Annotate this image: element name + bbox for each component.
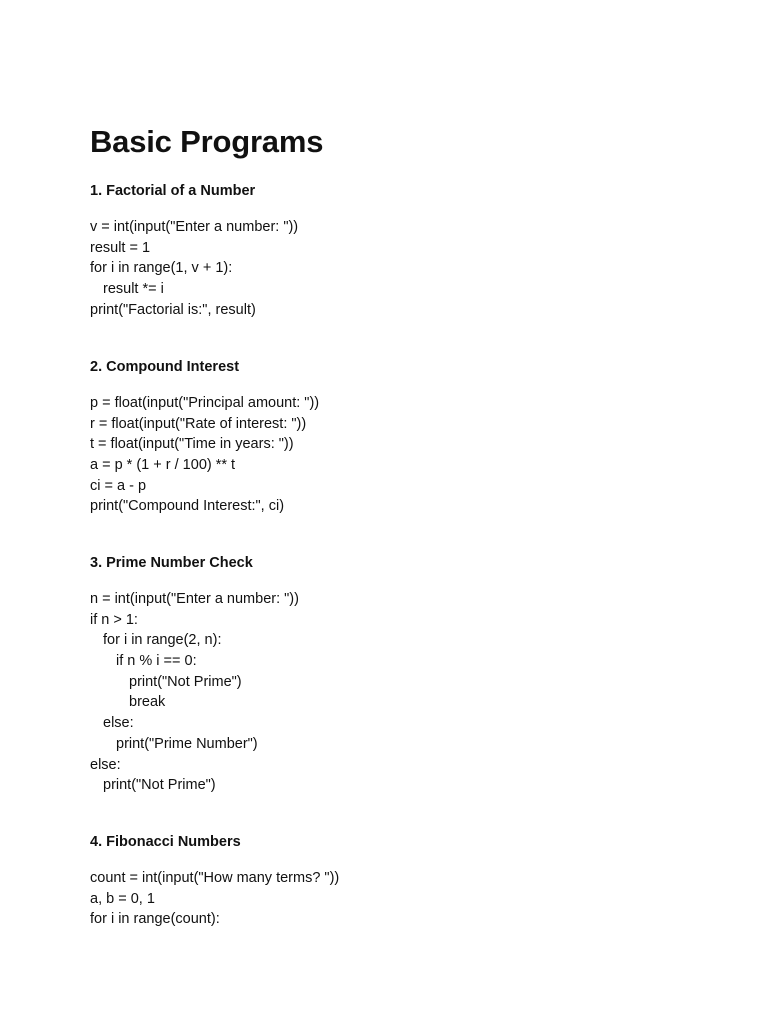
code-line: print("Factorial is:", result) — [90, 301, 256, 318]
code-line: ci = a - p — [90, 477, 147, 494]
code-line: for i in range(2, n): — [103, 632, 222, 649]
code-line: else: — [103, 715, 134, 732]
section-heading-prime-check: 3. Prime Number Check — [90, 555, 253, 571]
section-heading-factorial: 1. Factorial of a Number — [90, 183, 256, 199]
code-line: for i in range(1, v + 1): — [90, 260, 233, 277]
code-line: result = 1 — [90, 239, 151, 256]
page-title: Basic Programs — [90, 124, 324, 159]
code-line: print("Not Prime") — [129, 673, 242, 690]
code-line: if n % i == 0: — [116, 653, 197, 670]
code-line: print("Prime Number") — [116, 735, 258, 752]
code-block-prime-check — [90, 589, 299, 796]
code-line: result *= i — [103, 281, 164, 298]
section-heading-compound-interest: 2. Compound Interest — [90, 359, 240, 375]
code-line: t = float(input("Time in years: ")) — [90, 436, 294, 453]
code-line: v = int(input("Enter a number: ")) — [90, 219, 299, 235]
code-block-compound-interest — [90, 393, 319, 517]
code-block-factorial — [90, 217, 298, 320]
code-line: for i in range(count): — [90, 911, 220, 928]
code-line: count = int(input("How many terms? ")) — [90, 870, 340, 886]
section-heading-fibonacci: 4. Fibonacci Numbers — [90, 834, 241, 850]
code-line: print("Compound Interest:", ci) — [90, 498, 285, 515]
code-line: n = int(input("Enter a number: ")) — [90, 591, 299, 607]
code-line: if n > 1: — [90, 611, 138, 628]
code-line: break — [129, 694, 166, 711]
code-line: r = float(input("Rate of interest: ")) — [90, 415, 307, 432]
code-line: a = p * (1 + r / 100) ** t — [90, 457, 236, 474]
code-line: else: — [90, 756, 121, 773]
code-line: print("Not Prime") — [103, 777, 216, 794]
code-line: a, b = 0, 1 — [90, 890, 155, 907]
code-block-fibonacci — [90, 868, 339, 930]
code-line: p = float(input("Principal amount: ")) — [90, 395, 320, 411]
